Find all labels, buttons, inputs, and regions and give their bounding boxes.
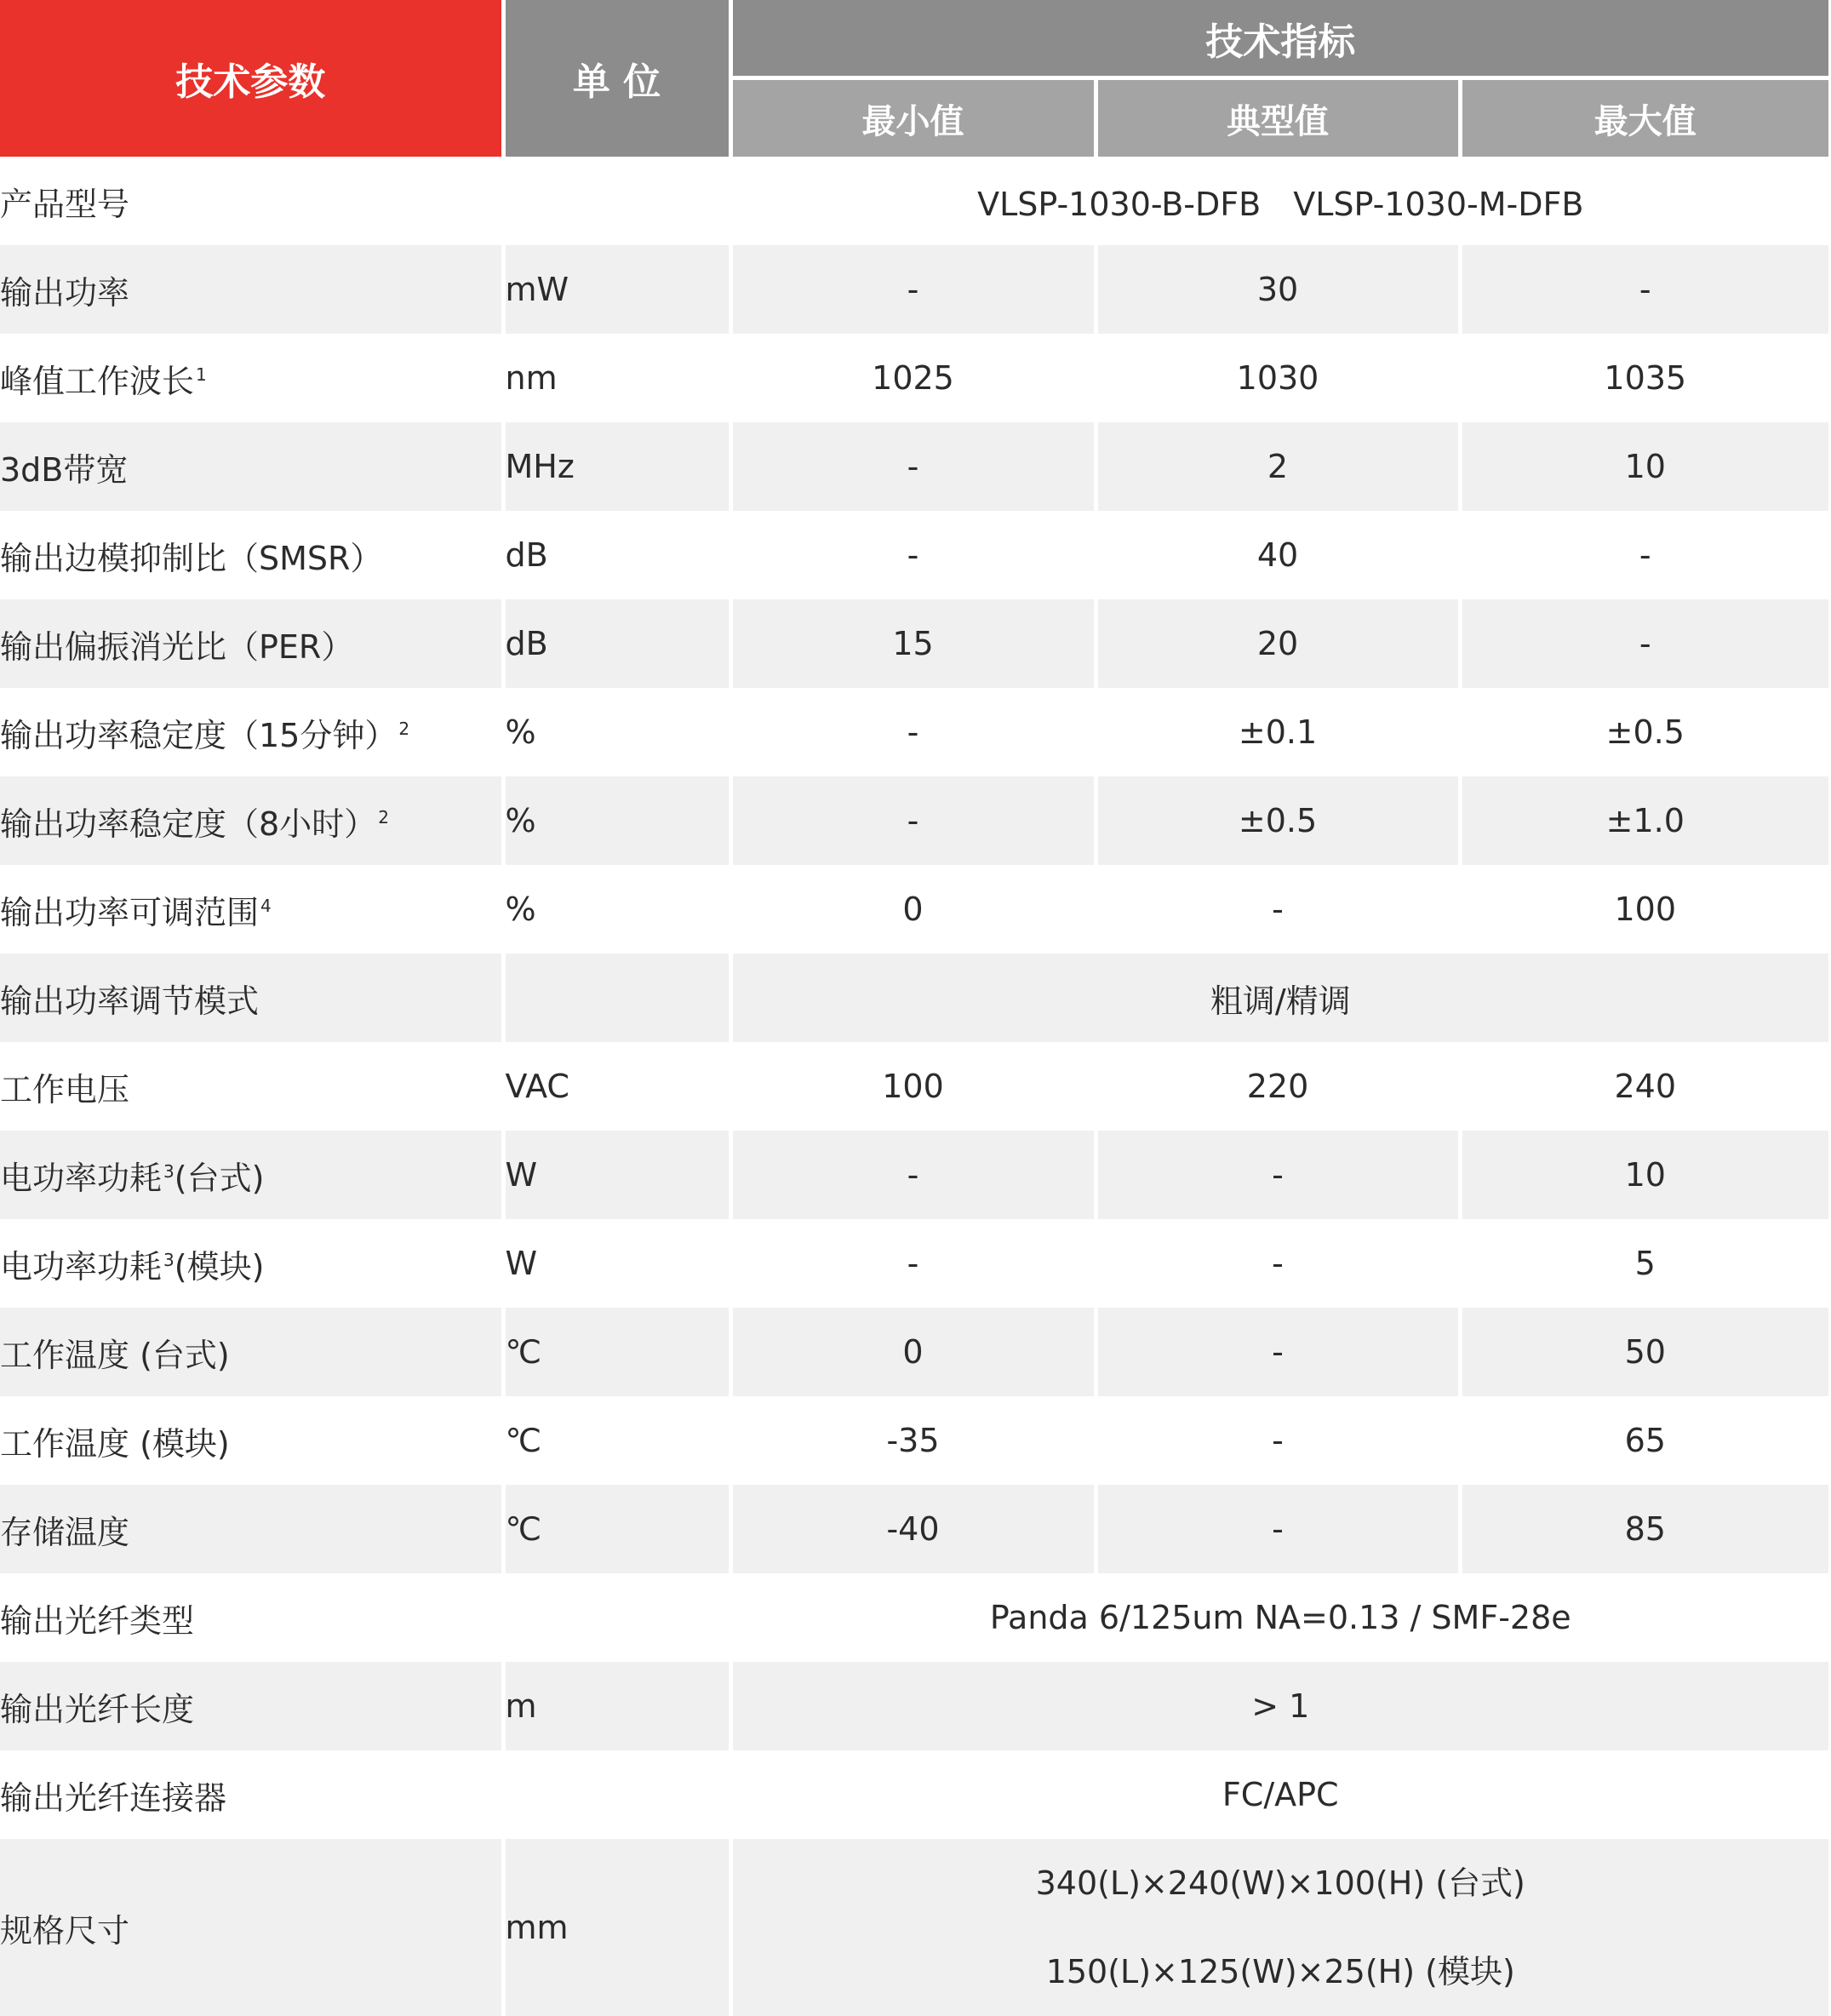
max-cell: 50 — [1460, 1308, 1828, 1396]
typ-cell: ±0.5 — [1096, 776, 1460, 865]
dimension-line: 150(L)×125(W)×25(H) (模块) — [1045, 1953, 1515, 1990]
min-cell: -35 — [730, 1396, 1096, 1485]
table-row — [0, 1131, 1828, 1219]
footnote-marker: 2 — [378, 806, 389, 828]
param-label: 输出光纤连接器 — [0, 1778, 227, 1817]
param-cell — [0, 1308, 503, 1396]
param-label: 输出光纤长度 — [0, 1690, 195, 1728]
param-cell — [0, 1396, 503, 1485]
max-cell: 5 — [1460, 1219, 1828, 1308]
param-cell — [0, 1131, 503, 1219]
unit-cell: dB — [503, 599, 730, 688]
spec-span-cell: > 1 — [730, 1662, 1828, 1750]
param-cell — [0, 776, 503, 865]
unit-cell: mW — [503, 245, 730, 334]
typ-cell: - — [1096, 1219, 1460, 1308]
header-max: 最大值 — [1460, 78, 1828, 158]
unit-cell — [503, 1573, 730, 1662]
param-label: 峰值工作波长 — [0, 362, 195, 400]
param-suffix: (模块) — [174, 1247, 265, 1286]
max-cell: ±1.0 — [1460, 776, 1828, 865]
param-label: 电功率功耗 — [0, 1247, 163, 1286]
table-row — [0, 1662, 1828, 1750]
table-row — [0, 688, 1828, 776]
param-label: 电功率功耗 — [0, 1159, 163, 1197]
typ-cell: 2 — [1096, 422, 1460, 511]
param-cell — [0, 1573, 503, 1662]
param-suffix: (台式) — [174, 1159, 265, 1197]
max-cell: - — [1460, 599, 1828, 688]
param-label: 输出功率可调范围 — [0, 893, 260, 931]
spec-span-cell: FC/APC — [730, 1750, 1828, 1839]
unit-cell: dB — [503, 511, 730, 599]
unit-cell: m — [503, 1662, 730, 1750]
footnote-marker: 4 — [260, 895, 272, 916]
header-param: 技术参数 — [0, 0, 503, 157]
min-cell: - — [730, 422, 1096, 511]
param-label: 输出边模抑制比（SMSR） — [0, 539, 383, 577]
spec-span-cell: VLSP-1030-B-DFB VLSP-1030-M-DFB — [730, 157, 1828, 245]
min-cell: 15 — [730, 599, 1096, 688]
unit-cell — [503, 1750, 730, 1839]
unit-cell — [503, 954, 730, 1042]
param-cell — [0, 1485, 503, 1573]
param-label: 输出偏振消光比（PER） — [0, 627, 354, 666]
param-cell — [0, 1750, 503, 1839]
table-row — [0, 1750, 1828, 1839]
typ-cell: 1030 — [1096, 334, 1460, 422]
param-cell — [0, 688, 503, 776]
min-cell: - — [730, 511, 1096, 599]
table-row — [0, 954, 1828, 1042]
min-cell: - — [730, 1131, 1096, 1219]
param-cell — [0, 422, 503, 511]
unit-cell: W — [503, 1131, 730, 1219]
param-label: 存储温度 — [0, 1513, 130, 1551]
header-min: 最小值 — [730, 78, 1096, 158]
param-cell — [0, 334, 503, 422]
max-cell: ±0.5 — [1460, 688, 1828, 776]
unit-cell: W — [503, 1219, 730, 1308]
unit-cell: mm — [503, 1839, 730, 2016]
table-row — [0, 865, 1828, 954]
spec-span-cell: 粗调/精调 — [730, 954, 1828, 1042]
max-cell: 240 — [1460, 1042, 1828, 1131]
table-row — [0, 1573, 1828, 1662]
dimensions-cell — [730, 1839, 1828, 2016]
max-cell: 85 — [1460, 1485, 1828, 1573]
footnote-marker: 3 — [163, 1160, 175, 1182]
unit-cell: % — [503, 865, 730, 954]
header-unit: 单 位 — [503, 0, 730, 157]
typ-cell: 30 — [1096, 245, 1460, 334]
typ-cell: ±0.1 — [1096, 688, 1460, 776]
typ-cell: - — [1096, 1485, 1460, 1573]
footnote-marker: 3 — [163, 1249, 175, 1270]
typ-cell: - — [1096, 1308, 1460, 1396]
max-cell: 1035 — [1460, 334, 1828, 422]
max-cell: 100 — [1460, 865, 1828, 954]
table-row — [0, 511, 1828, 599]
table-row — [0, 776, 1828, 865]
table-row — [0, 1042, 1828, 1131]
max-cell: - — [1460, 511, 1828, 599]
typ-cell: 20 — [1096, 599, 1460, 688]
param-label: 产品型号 — [0, 185, 130, 223]
unit-cell: ℃ — [503, 1485, 730, 1573]
max-cell: 10 — [1460, 1131, 1828, 1219]
param-cell — [0, 954, 503, 1042]
header-typ: 典型值 — [1096, 78, 1460, 158]
unit-cell: MHz — [503, 422, 730, 511]
param-cell — [0, 245, 503, 334]
unit-cell: ℃ — [503, 1396, 730, 1485]
table-row — [0, 422, 1828, 511]
unit-cell: VAC — [503, 1042, 730, 1131]
min-cell: 0 — [730, 1308, 1096, 1396]
table-row — [0, 1839, 1828, 2016]
param-label: 输出功率调节模式 — [0, 982, 260, 1020]
unit-cell: % — [503, 688, 730, 776]
spec-body — [0, 157, 1828, 2016]
typ-cell: 40 — [1096, 511, 1460, 599]
unit-cell — [503, 157, 730, 245]
min-cell: - — [730, 776, 1096, 865]
footnote-marker: 1 — [196, 364, 207, 385]
min-cell: - — [730, 245, 1096, 334]
param-cell — [0, 599, 503, 688]
table-row — [0, 245, 1828, 334]
unit-cell: nm — [503, 334, 730, 422]
min-cell: - — [730, 688, 1096, 776]
param-label: 输出功率 — [0, 273, 130, 312]
param-label: 工作温度 (模块) — [0, 1424, 230, 1463]
max-cell: - — [1460, 245, 1828, 334]
table-row — [0, 1308, 1828, 1396]
header-spec: 技术指标 — [730, 0, 1828, 78]
table-row — [0, 1219, 1828, 1308]
table-row — [0, 157, 1828, 245]
max-cell: 10 — [1460, 422, 1828, 511]
footnote-marker: 2 — [398, 718, 410, 739]
table-row — [0, 334, 1828, 422]
typ-cell: - — [1096, 1396, 1460, 1485]
param-label: 输出功率稳定度（8小时） — [0, 805, 377, 843]
min-cell: -40 — [730, 1485, 1096, 1573]
min-cell: 0 — [730, 865, 1096, 954]
param-cell — [0, 1662, 503, 1750]
spec-span-cell: Panda 6/125um NA=0.13 / SMF-28e — [730, 1573, 1828, 1662]
param-cell — [0, 157, 503, 245]
param-label: 3dB带宽 — [0, 450, 129, 489]
min-cell: 1025 — [730, 334, 1096, 422]
table-row — [0, 1396, 1828, 1485]
param-label: 工作电压 — [0, 1070, 130, 1108]
table-row — [0, 599, 1828, 688]
param-label: 输出功率稳定度（15分钟） — [0, 716, 398, 754]
param-label: 输出光纤类型 — [0, 1601, 195, 1640]
table-row — [0, 1485, 1828, 1573]
typ-cell: - — [1096, 865, 1460, 954]
param-cell — [0, 1042, 503, 1131]
min-cell: - — [730, 1219, 1096, 1308]
unit-cell: % — [503, 776, 730, 865]
param-cell: 规格尺寸 — [0, 1839, 503, 2016]
min-cell: 100 — [730, 1042, 1096, 1131]
unit-cell: ℃ — [503, 1308, 730, 1396]
dimension-line: 340(L)×240(W)×100(H) (台式) — [1035, 1864, 1525, 1902]
typ-cell: - — [1096, 1131, 1460, 1219]
param-label: 工作温度 (台式) — [0, 1336, 230, 1374]
param-cell — [0, 865, 503, 954]
param-cell — [0, 1219, 503, 1308]
param-cell — [0, 511, 503, 599]
typ-cell: 220 — [1096, 1042, 1460, 1131]
max-cell: 65 — [1460, 1396, 1828, 1485]
